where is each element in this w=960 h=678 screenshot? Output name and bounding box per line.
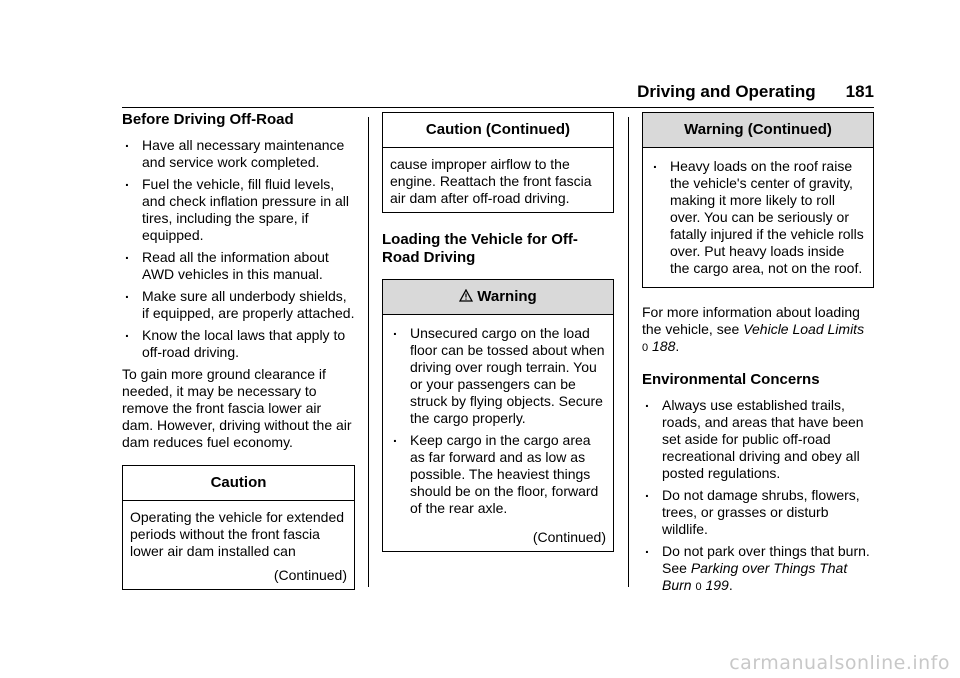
warning-title-bar: [383, 280, 613, 315]
caution-continued-box: [382, 112, 614, 213]
section-heading: Before Driving Off-Road: [122, 111, 294, 128]
list-item: . Do not damage shrubs, flowers, trees, or grasses or disturb wildlife.: [642, 487, 874, 538]
page-ref-icon: 0: [695, 581, 702, 593]
list-item: . Always use established trails, roads, and areas that have been set aside for public off-road recreational driving and obey all posted regulations.: [642, 397, 874, 482]
page-ref-number[interactable]: 188: [652, 338, 676, 354]
continued-label: (Continued): [273, 567, 347, 583]
warning-continued-box: [642, 112, 874, 288]
bullet-list: [650, 158, 866, 277]
column-divider: [368, 117, 369, 587]
page-ref-number[interactable]: 199: [705, 577, 729, 593]
warning-continued-title: Warning (Continued): [643, 113, 873, 148]
page-header: [637, 82, 874, 102]
list-item: . Make sure all underbody shields, if equipped, are properly attached.: [122, 288, 355, 322]
caution-text: cause improper airflow to the engine. Reattach the front fascia air dam after off-road driving.: [390, 156, 592, 206]
section-title: Driving and Operating: [637, 82, 816, 101]
column-1: [122, 111, 355, 590]
header-rule: [122, 107, 874, 108]
bullet-list: [390, 325, 606, 517]
caution-continued-title: Caution (Continued): [383, 113, 613, 148]
bullet-list: [122, 137, 355, 361]
bullet-list: [642, 397, 874, 596]
list-item: . Do not park over things that burn. See Parking over Things That Burn 0 199.: [642, 543, 874, 596]
cross-reference-link[interactable]: Vehicle Load Limits: [743, 321, 865, 337]
continued-label: (Continued): [532, 529, 606, 545]
section-heading: Environmental Concerns: [642, 371, 820, 388]
page-number: 181: [845, 82, 874, 101]
body-paragraph: To gain more ground clearance if needed, it may be necessary to remove the front fascia lower air dam. However, driving without the air dam reduces fuel economy.: [122, 366, 352, 450]
warning-title: Warning: [477, 288, 537, 305]
cross-reference-link[interactable]: Parking over Things That Burn: [662, 560, 848, 593]
caution-text: Operating the vehicle for extended periods without the front fascia lower air dam installed can: [130, 509, 345, 559]
more-info-paragraph: For more information about loading the vehicle, see Vehicle Load Limits 0 188.: [642, 304, 865, 354]
column-3: [642, 111, 874, 601]
watermark: carmanualsonline.info: [729, 652, 950, 674]
list-item: . Know the local laws that apply to off-road driving.: [122, 327, 355, 361]
list-item: . Fuel the vehicle, fill fluid levels, and check inflation pressure in all tires, including the spare, if equipped.: [122, 176, 355, 244]
page-ref-icon: 0: [642, 342, 649, 354]
list-item: . Unsecured cargo on the load floor can be tossed about when driving over rough terrain. You or your passengers can be struck by flying objects. Secure the cargo properly.: [390, 325, 606, 427]
list-item: . Have all necessary maintenance and service work completed.: [122, 137, 355, 171]
caution-box: [122, 465, 355, 590]
section-heading: Loading the Vehicle for Off-Road Driving: [382, 231, 578, 266]
list-item: . Heavy loads on the roof raise the vehicle's center of gravity, making it more likely to roll over. You can be seriously or fatally injured if the vehicle rolls over. Put heavy loads inside the cargo area, not on the roof.: [650, 158, 866, 277]
list-item: . Keep cargo in the cargo area as far forward and as low as possible. The heaviest things should be on the floor, forward of the rear axle.: [390, 432, 606, 517]
column-2: [382, 111, 614, 552]
warning-triangle-icon: [459, 289, 473, 302]
column-divider: [628, 117, 629, 587]
warning-box: [382, 279, 614, 552]
list-item: . Read all the information about AWD vehicles in this manual.: [122, 249, 355, 283]
caution-title: Caution: [123, 466, 354, 501]
